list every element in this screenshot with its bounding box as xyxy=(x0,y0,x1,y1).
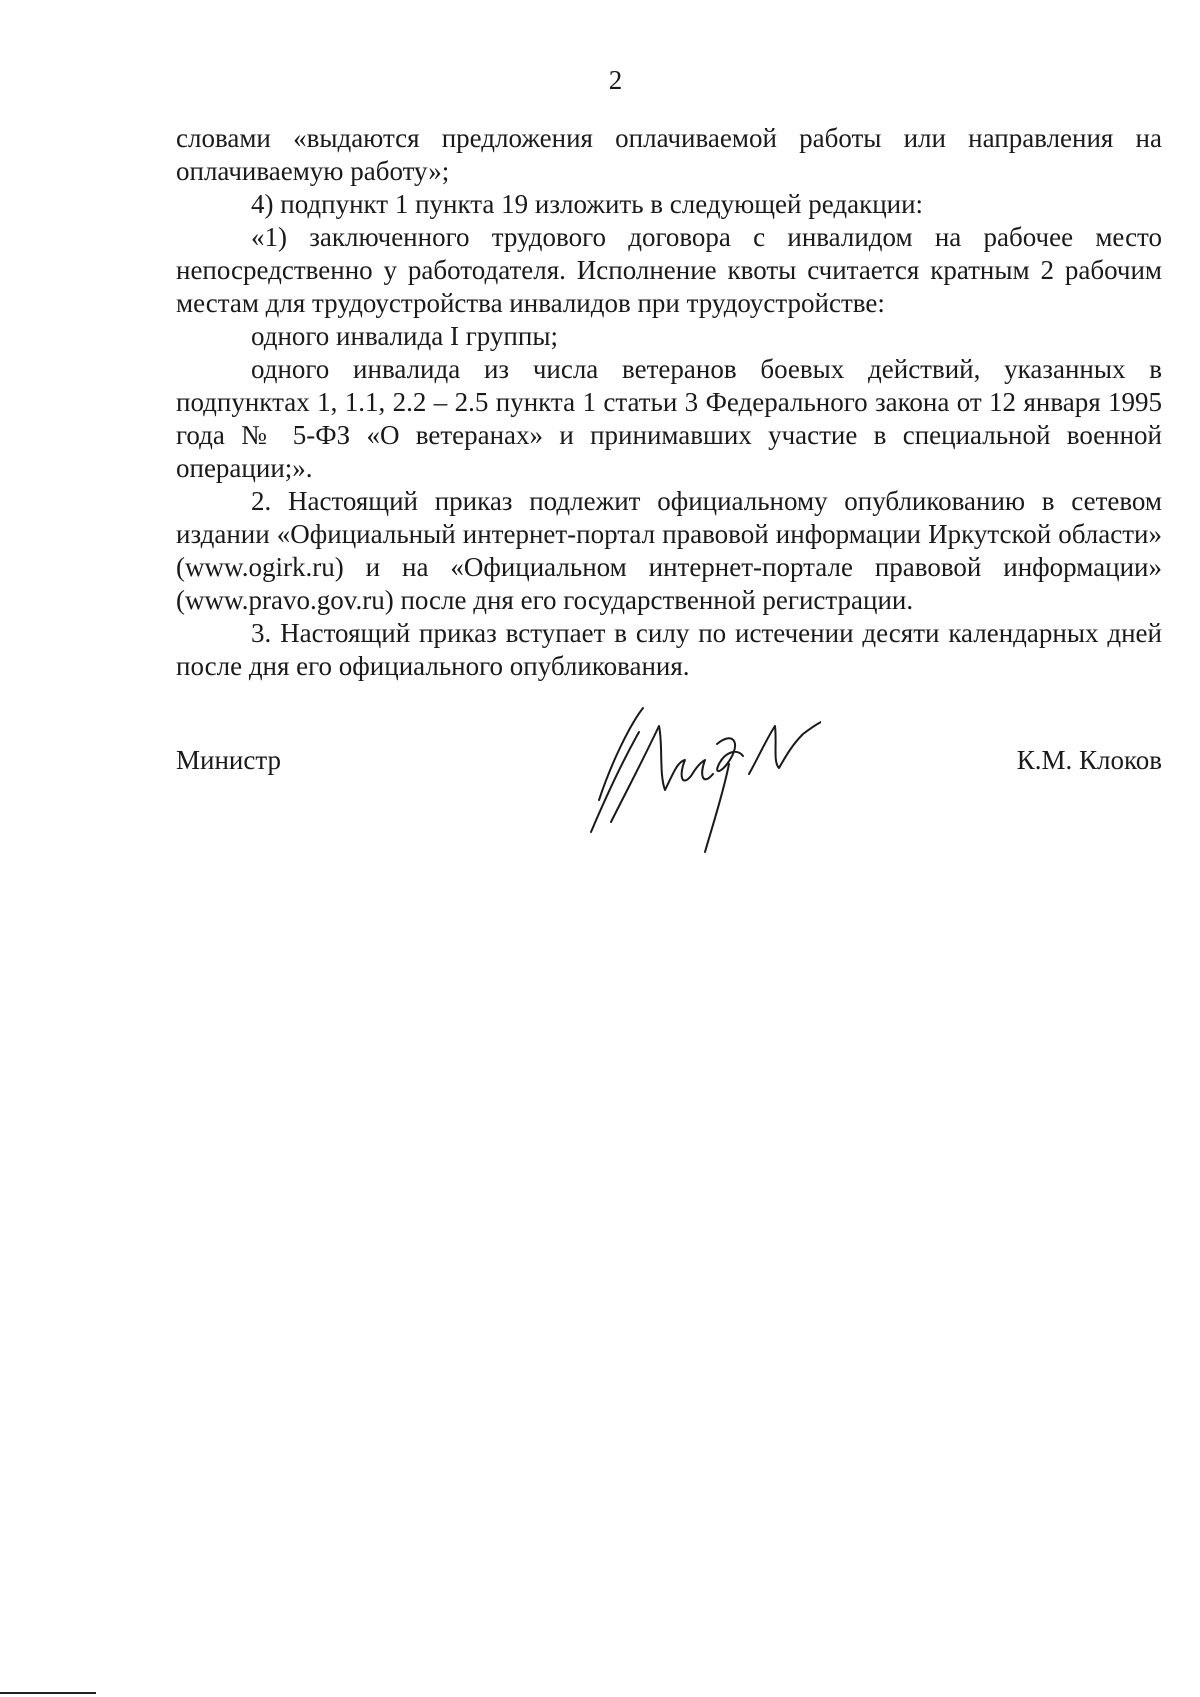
handwritten-signature xyxy=(581,704,821,854)
paragraph: 2. Настоящий приказ подлежит официальному опубликованию в сетевом издании «Официальный интернет-портал правовой информации Иркутской области» (www.ogirk.ru) и на «Официальном интернет-портале правовой информации» (www.pravo.gov.ru) после дня его государственной регистрации. xyxy=(176,486,1162,615)
document-body xyxy=(176,122,1162,683)
footer-rule xyxy=(0,1692,96,1694)
page-number: 2 xyxy=(608,65,623,95)
paragraph: одного инвалида из числа ветеранов боевых действий, указанных в подпунктах 1, 1.1, 2.2 – 2.5 пункта 1 статьи 3 Федерального закона от 12 января 1995 года № 5-ФЗ «О ветеранах» и принимавших участие в специальной военной операции;». xyxy=(176,354,1162,483)
paragraph: 4) подпункт 1 пункта 19 изложить в следующей редакции: xyxy=(251,189,924,219)
paragraph: 3. Настоящий приказ вступает в силу по истечении десяти календарных дней после дня его официального опубликования. xyxy=(176,618,1162,681)
signatory-name: К.М. Клоков xyxy=(1016,745,1162,775)
paragraph: «1) заключенного трудового договора с инвалидом на рабочее место непосредственно у работодателя. Исполнение квоты считается кратным 2 рабочим местам для трудоустройства инвалидов при трудоустройстве: xyxy=(176,222,1162,318)
signature-block xyxy=(176,704,1162,864)
signatory-title: Министр xyxy=(176,745,281,775)
paragraph: одного инвалида I группы; xyxy=(251,321,558,351)
paragraph: словами «выдаются предложения оплачиваемой работы или направления на оплачиваемую работу»; xyxy=(176,123,1162,186)
